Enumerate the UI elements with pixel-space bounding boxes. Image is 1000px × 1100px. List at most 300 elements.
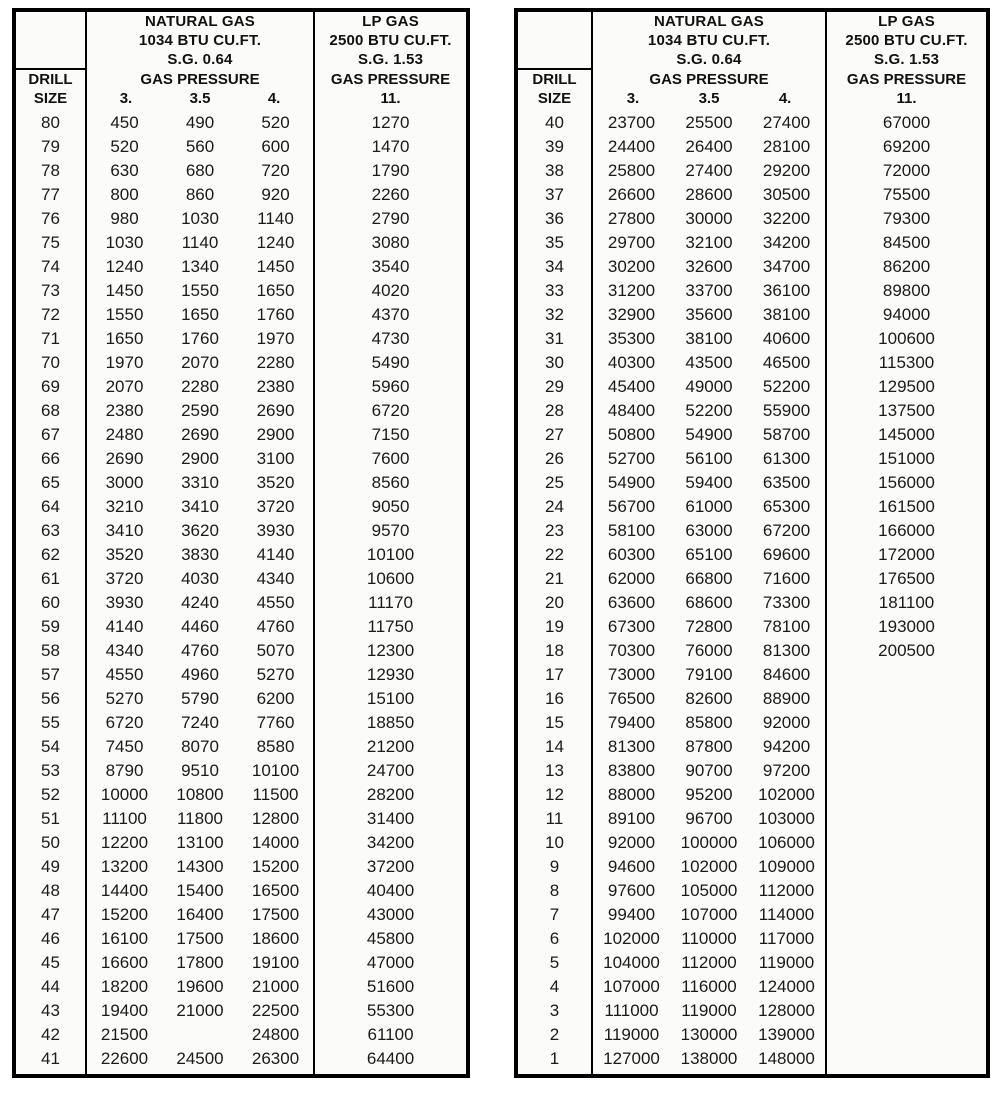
natural-gas-4-cell: 69600 <box>748 543 826 567</box>
natural-gas-3-cell: 19400 <box>86 999 162 1023</box>
drill-size-cell: 19 <box>518 615 592 639</box>
drill-size-cell: 38 <box>518 159 592 183</box>
lp-gas-11-cell <box>826 663 986 687</box>
natural-gas-3-cell: 24400 <box>592 135 670 159</box>
natural-gas-3-cell: 14400 <box>86 879 162 903</box>
drill-size-cell: 68 <box>16 399 86 423</box>
drill-size-cell: 8 <box>518 879 592 903</box>
natural-gas-3-cell: 40300 <box>592 351 670 375</box>
natural-gas-4-cell: 21000 <box>238 975 314 999</box>
natural-gas-4-cell: 81300 <box>748 639 826 663</box>
natural-gas-3-cell: 97600 <box>592 879 670 903</box>
drill-size-cell: 27 <box>518 423 592 447</box>
table-row <box>16 1047 466 1074</box>
table-row <box>16 567 466 591</box>
table-row <box>16 327 466 351</box>
natural-gas-3-cell: 2480 <box>86 423 162 447</box>
natural-gas-4-cell: 5070 <box>238 639 314 663</box>
natural-gas-4-cell: 92000 <box>748 711 826 735</box>
natural-gas-3-cell: 50800 <box>592 423 670 447</box>
table-row <box>16 591 466 615</box>
drill-size-cell: 28 <box>518 399 592 423</box>
ng-pressure-3-right: 3. <box>626 89 640 107</box>
drill-size-cell: 75 <box>16 231 86 255</box>
natural-gas-3-5-cell <box>162 1023 238 1047</box>
natural-gas-4-cell: 14000 <box>238 831 314 855</box>
natural-gas-4-cell: 720 <box>238 159 314 183</box>
drill-size-cell: 70 <box>16 351 86 375</box>
drill-size-cell: 40 <box>518 108 592 135</box>
drill-size-line2-left: SIZE <box>33 90 68 107</box>
natural-gas-3-cell: 15200 <box>86 903 162 927</box>
natural-gas-3-cell: 4550 <box>86 663 162 687</box>
natural-gas-3-5-cell: 3310 <box>162 471 238 495</box>
ng-pressure-35-left: 3.5 <box>189 89 211 107</box>
lp-pressure-value-right: 11. <box>896 89 917 107</box>
lp-gas-11-cell <box>826 1023 986 1047</box>
header-corner-blank-left <box>16 12 86 69</box>
natural-gas-3-cell: 22600 <box>86 1047 162 1074</box>
table-row <box>518 999 986 1023</box>
natural-gas-3-cell: 1550 <box>86 303 162 327</box>
table-row <box>16 447 466 471</box>
natural-gas-3-5-cell: 2280 <box>162 375 238 399</box>
natural-gas-3-cell: 35300 <box>592 327 670 351</box>
ng-pressure-label-right: GAS PRESSURE <box>649 70 769 88</box>
lp-gas-11-cell: 37200 <box>314 855 466 879</box>
natural-gas-3-cell: 980 <box>86 207 162 231</box>
lp-gas-11-cell: 11170 <box>314 591 466 615</box>
lp-pressure-label-left: GAS PRESSURE <box>330 70 451 88</box>
table-row <box>518 783 986 807</box>
lp-gas-11-cell: 2790 <box>314 207 466 231</box>
natural-gas-4-cell: 58700 <box>748 423 826 447</box>
natural-gas-3-cell: 1450 <box>86 279 162 303</box>
table-row <box>518 735 986 759</box>
drill-size-cell: 36 <box>518 207 592 231</box>
drill-size-cell: 69 <box>16 375 86 399</box>
gas-capacity-table-right <box>518 12 986 1074</box>
natural-gas-3-5-cell: 112000 <box>670 951 748 975</box>
natural-gas-3-5-cell: 9510 <box>162 759 238 783</box>
natural-gas-3-cell: 88000 <box>592 783 670 807</box>
drill-size-cell: 21 <box>518 567 592 591</box>
drill-size-cell: 37 <box>518 183 592 207</box>
natural-gas-4-cell: 94200 <box>748 735 826 759</box>
natural-gas-3-cell: 104000 <box>592 951 670 975</box>
natural-gas-4-cell: 67200 <box>748 519 826 543</box>
lp-gas-11-cell <box>826 687 986 711</box>
natural-gas-3-5-cell: 96700 <box>670 807 748 831</box>
lp-gas-11-cell: 55300 <box>314 999 466 1023</box>
lp-gas-11-cell <box>826 735 986 759</box>
natural-gas-3-cell: 45400 <box>592 375 670 399</box>
table-row <box>518 951 986 975</box>
table-row <box>16 207 466 231</box>
lp-gas-sg-left: S.G. 1.53 <box>357 51 424 68</box>
header-row-gas-type-right <box>518 12 986 69</box>
natural-gas-3-5-cell: 105000 <box>670 879 748 903</box>
lp-gas-11-cell: 34200 <box>314 831 466 855</box>
drill-size-cell: 31 <box>518 327 592 351</box>
natural-gas-3-cell: 48400 <box>592 399 670 423</box>
natural-gas-3-cell: 56700 <box>592 495 670 519</box>
table-row <box>518 207 986 231</box>
natural-gas-btu-right: 1034 BTU CU.FT. <box>647 32 771 49</box>
natural-gas-4-cell: 1450 <box>238 255 314 279</box>
drill-size-cell: 74 <box>16 255 86 279</box>
natural-gas-3-5-cell: 2900 <box>162 447 238 471</box>
drill-size-cell: 20 <box>518 591 592 615</box>
natural-gas-3-5-cell: 30000 <box>670 207 748 231</box>
header-ng-pressure-right <box>592 69 826 108</box>
drill-size-cell: 50 <box>16 831 86 855</box>
natural-gas-4-cell: 114000 <box>748 903 826 927</box>
natural-gas-3-5-cell: 3410 <box>162 495 238 519</box>
lp-gas-11-cell <box>826 831 986 855</box>
drill-size-cell: 1 <box>518 1047 592 1074</box>
table-row <box>16 951 466 975</box>
lp-gas-11-cell: 10600 <box>314 567 466 591</box>
ng-pressure-3-left: 3. <box>119 89 133 107</box>
natural-gas-3-cell: 27800 <box>592 207 670 231</box>
lp-pressure-value-left: 11. <box>380 89 401 107</box>
natural-gas-3-5-cell: 19600 <box>162 975 238 999</box>
table-row <box>16 183 466 207</box>
drill-size-line1-left: DRILL <box>28 71 73 88</box>
lp-gas-11-cell: 31400 <box>314 807 466 831</box>
lp-gas-11-cell: 4370 <box>314 303 466 327</box>
header-row-pressure-left <box>16 69 466 108</box>
lp-gas-title-left: LP GAS <box>362 13 419 30</box>
header-lp-pressure-left <box>314 69 466 108</box>
table-row <box>518 1047 986 1074</box>
natural-gas-3-5-cell: 49000 <box>670 375 748 399</box>
lp-gas-11-cell: 5490 <box>314 351 466 375</box>
natural-gas-4-cell: 2690 <box>238 399 314 423</box>
table-row <box>16 975 466 999</box>
natural-gas-3-5-cell: 54900 <box>670 423 748 447</box>
table-row <box>16 519 466 543</box>
drill-size-cell: 7 <box>518 903 592 927</box>
lp-gas-11-cell: 145000 <box>826 423 986 447</box>
table-row <box>16 351 466 375</box>
table-row <box>16 927 466 951</box>
natural-gas-3-5-cell: 63000 <box>670 519 748 543</box>
natural-gas-3-5-cell: 27400 <box>670 159 748 183</box>
natural-gas-3-cell: 4340 <box>86 639 162 663</box>
lp-gas-11-cell: 11750 <box>314 615 466 639</box>
table-row <box>518 855 986 879</box>
drill-size-cell: 4 <box>518 975 592 999</box>
drill-size-cell: 77 <box>16 183 86 207</box>
lp-gas-11-cell: 129500 <box>826 375 986 399</box>
natural-gas-3-5-cell: 2690 <box>162 423 238 447</box>
natural-gas-3-cell: 3410 <box>86 519 162 543</box>
drill-size-cell: 6 <box>518 927 592 951</box>
natural-gas-4-cell: 84600 <box>748 663 826 687</box>
lp-gas-sg-right: S.G. 1.53 <box>873 51 940 68</box>
natural-gas-4-cell: 600 <box>238 135 314 159</box>
natural-gas-4-cell: 3720 <box>238 495 314 519</box>
natural-gas-3-5-cell: 1760 <box>162 327 238 351</box>
natural-gas-4-cell: 128000 <box>748 999 826 1023</box>
drill-size-cell: 78 <box>16 159 86 183</box>
natural-gas-3-cell: 520 <box>86 135 162 159</box>
table-row <box>518 831 986 855</box>
table-row <box>518 519 986 543</box>
natural-gas-3-5-cell: 130000 <box>670 1023 748 1047</box>
table-row <box>518 447 986 471</box>
table-row <box>16 135 466 159</box>
natural-gas-3-cell: 54900 <box>592 471 670 495</box>
lp-gas-11-cell: 69200 <box>826 135 986 159</box>
drill-size-cell: 33 <box>518 279 592 303</box>
lp-gas-11-cell: 151000 <box>826 447 986 471</box>
natural-gas-4-cell: 117000 <box>748 927 826 951</box>
natural-gas-3-5-cell: 102000 <box>670 855 748 879</box>
lp-gas-11-cell: 1270 <box>314 108 466 135</box>
natural-gas-3-5-cell: 25500 <box>670 108 748 135</box>
natural-gas-3-5-cell: 28600 <box>670 183 748 207</box>
table-row <box>16 375 466 399</box>
natural-gas-3-cell: 1030 <box>86 231 162 255</box>
table-row <box>16 687 466 711</box>
table-row <box>518 663 986 687</box>
table-row <box>16 879 466 903</box>
natural-gas-4-cell: 5270 <box>238 663 314 687</box>
table-row <box>518 495 986 519</box>
lp-gas-11-cell: 24700 <box>314 759 466 783</box>
natural-gas-4-cell: 10100 <box>238 759 314 783</box>
lp-gas-11-cell: 47000 <box>314 951 466 975</box>
drill-size-cell: 44 <box>16 975 86 999</box>
drill-size-cell: 63 <box>16 519 86 543</box>
natural-gas-3-5-cell: 4240 <box>162 591 238 615</box>
natural-gas-3-cell: 58100 <box>592 519 670 543</box>
natural-gas-3-cell: 83800 <box>592 759 670 783</box>
table-row <box>16 231 466 255</box>
table-row <box>16 255 466 279</box>
natural-gas-sg-left: S.G. 0.64 <box>167 51 233 68</box>
lp-gas-11-cell: 115300 <box>826 351 986 375</box>
natural-gas-3-5-cell: 4760 <box>162 639 238 663</box>
natural-gas-3-5-cell: 87800 <box>670 735 748 759</box>
natural-gas-3-cell: 7450 <box>86 735 162 759</box>
drill-size-cell: 10 <box>518 831 592 855</box>
natural-gas-3-cell: 5270 <box>86 687 162 711</box>
lp-gas-11-cell: 6720 <box>314 399 466 423</box>
natural-gas-4-cell: 30500 <box>748 183 826 207</box>
header-lp-pressure-right <box>826 69 986 108</box>
natural-gas-3-5-cell: 1650 <box>162 303 238 327</box>
drill-size-cell: 72 <box>16 303 86 327</box>
natural-gas-3-cell: 60300 <box>592 543 670 567</box>
lp-gas-11-cell: 166000 <box>826 519 986 543</box>
lp-gas-11-cell: 51600 <box>314 975 466 999</box>
lp-gas-11-cell: 8560 <box>314 471 466 495</box>
lp-gas-11-cell: 75500 <box>826 183 986 207</box>
table-row <box>518 159 986 183</box>
natural-gas-4-cell: 106000 <box>748 831 826 855</box>
natural-gas-3-cell: 67300 <box>592 615 670 639</box>
drill-size-cell: 42 <box>16 1023 86 1047</box>
natural-gas-4-cell: 11500 <box>238 783 314 807</box>
lp-gas-11-cell: 176500 <box>826 567 986 591</box>
natural-gas-4-cell: 3520 <box>238 471 314 495</box>
natural-gas-4-cell: 19100 <box>238 951 314 975</box>
natural-gas-4-cell: 112000 <box>748 879 826 903</box>
natural-gas-4-cell: 7760 <box>238 711 314 735</box>
table-row <box>16 543 466 567</box>
table-row <box>16 303 466 327</box>
table-row <box>518 183 986 207</box>
drill-size-cell: 56 <box>16 687 86 711</box>
natural-gas-3-5-cell: 4960 <box>162 663 238 687</box>
natural-gas-3-cell: 23700 <box>592 108 670 135</box>
table-row <box>16 735 466 759</box>
natural-gas-3-cell: 21500 <box>86 1023 162 1047</box>
natural-gas-3-cell: 2690 <box>86 447 162 471</box>
lp-gas-11-cell <box>826 711 986 735</box>
natural-gas-3-5-cell: 33700 <box>670 279 748 303</box>
natural-gas-3-5-cell: 52200 <box>670 399 748 423</box>
drill-size-cell: 14 <box>518 735 592 759</box>
natural-gas-3-cell: 29700 <box>592 231 670 255</box>
table-row <box>518 375 986 399</box>
drill-size-cell: 16 <box>518 687 592 711</box>
ng-pressure-4-left: 4. <box>267 89 281 107</box>
natural-gas-3-5-cell: 13100 <box>162 831 238 855</box>
table-row <box>518 711 986 735</box>
natural-gas-3-cell: 3520 <box>86 543 162 567</box>
header-ng-pressure-left <box>86 69 314 108</box>
natural-gas-3-cell: 119000 <box>592 1023 670 1047</box>
table-row <box>16 495 466 519</box>
natural-gas-3-5-cell: 66800 <box>670 567 748 591</box>
table-row <box>16 807 466 831</box>
natural-gas-3-5-cell: 17800 <box>162 951 238 975</box>
lp-gas-11-cell: 28200 <box>314 783 466 807</box>
natural-gas-4-cell: 1760 <box>238 303 314 327</box>
lp-gas-11-cell: 7600 <box>314 447 466 471</box>
table-row <box>518 255 986 279</box>
lp-gas-11-cell: 12930 <box>314 663 466 687</box>
drill-size-cell: 53 <box>16 759 86 783</box>
header-natural-gas-left <box>86 12 314 69</box>
natural-gas-4-cell: 22500 <box>238 999 314 1023</box>
drill-size-cell: 24 <box>518 495 592 519</box>
natural-gas-4-cell: 4140 <box>238 543 314 567</box>
natural-gas-3-5-cell: 15400 <box>162 879 238 903</box>
natural-gas-3-cell: 99400 <box>592 903 670 927</box>
natural-gas-3-cell: 3210 <box>86 495 162 519</box>
natural-gas-3-5-cell: 560 <box>162 135 238 159</box>
table-row <box>16 279 466 303</box>
natural-gas-4-cell: 1970 <box>238 327 314 351</box>
drill-size-cell: 52 <box>16 783 86 807</box>
drill-size-line2-right: SIZE <box>537 90 572 107</box>
lp-gas-11-cell <box>826 1047 986 1074</box>
natural-gas-3-5-cell: 10800 <box>162 783 238 807</box>
drill-size-cell: 11 <box>518 807 592 831</box>
natural-gas-3-5-cell: 11800 <box>162 807 238 831</box>
lp-gas-11-cell: 161500 <box>826 495 986 519</box>
natural-gas-3-cell: 73000 <box>592 663 670 687</box>
lp-gas-11-cell: 18850 <box>314 711 466 735</box>
natural-gas-3-cell: 13200 <box>86 855 162 879</box>
natural-gas-4-cell: 124000 <box>748 975 826 999</box>
drill-size-cell: 3 <box>518 999 592 1023</box>
table-row <box>16 783 466 807</box>
drill-size-cell: 35 <box>518 231 592 255</box>
header-row-gas-type-left <box>16 12 466 69</box>
natural-gas-4-cell: 55900 <box>748 399 826 423</box>
natural-gas-3-cell: 4140 <box>86 615 162 639</box>
table-row <box>16 615 466 639</box>
natural-gas-3-5-cell: 680 <box>162 159 238 183</box>
natural-gas-4-cell: 2380 <box>238 375 314 399</box>
natural-gas-3-cell: 18200 <box>86 975 162 999</box>
drill-size-cell: 43 <box>16 999 86 1023</box>
natural-gas-3-5-cell: 100000 <box>670 831 748 855</box>
natural-gas-4-cell: 102000 <box>748 783 826 807</box>
natural-gas-4-cell: 88900 <box>748 687 826 711</box>
natural-gas-3-cell: 31200 <box>592 279 670 303</box>
lp-gas-11-cell <box>826 855 986 879</box>
lp-gas-11-cell <box>826 975 986 999</box>
natural-gas-4-cell: 17500 <box>238 903 314 927</box>
lp-gas-11-cell <box>826 759 986 783</box>
natural-gas-3-5-cell: 21000 <box>162 999 238 1023</box>
natural-gas-3-cell: 63600 <box>592 591 670 615</box>
drill-size-cell: 62 <box>16 543 86 567</box>
lp-gas-11-cell: 3080 <box>314 231 466 255</box>
natural-gas-4-cell: 63500 <box>748 471 826 495</box>
drill-size-cell: 58 <box>16 639 86 663</box>
natural-gas-3-cell: 94600 <box>592 855 670 879</box>
natural-gas-3-5-cell: 68600 <box>670 591 748 615</box>
natural-gas-4-cell: 78100 <box>748 615 826 639</box>
ng-pressure-values-left <box>87 89 313 108</box>
drill-size-cell: 39 <box>518 135 592 159</box>
lp-gas-11-cell: 200500 <box>826 639 986 663</box>
natural-gas-sg-right: S.G. 0.64 <box>676 51 742 68</box>
drill-size-cell: 46 <box>16 927 86 951</box>
lp-gas-11-cell: 1470 <box>314 135 466 159</box>
natural-gas-3-5-cell: 24500 <box>162 1047 238 1074</box>
natural-gas-3-5-cell: 65100 <box>670 543 748 567</box>
lp-gas-11-cell: 4020 <box>314 279 466 303</box>
table-row <box>518 1023 986 1047</box>
natural-gas-3-5-cell: 5790 <box>162 687 238 711</box>
natural-gas-4-cell: 2900 <box>238 423 314 447</box>
drill-size-cell: 30 <box>518 351 592 375</box>
natural-gas-3-cell: 3000 <box>86 471 162 495</box>
natural-gas-4-cell: 16500 <box>238 879 314 903</box>
natural-gas-3-cell: 16600 <box>86 951 162 975</box>
drill-size-cell: 66 <box>16 447 86 471</box>
table-row <box>16 711 466 735</box>
natural-gas-4-cell: 27400 <box>748 108 826 135</box>
drill-size-cell: 48 <box>16 879 86 903</box>
natural-gas-3-5-cell: 860 <box>162 183 238 207</box>
right-table-container <box>514 8 990 1078</box>
natural-gas-3-cell: 30200 <box>592 255 670 279</box>
table-row <box>518 591 986 615</box>
table-body-right <box>518 108 986 1074</box>
drill-size-cell: 15 <box>518 711 592 735</box>
